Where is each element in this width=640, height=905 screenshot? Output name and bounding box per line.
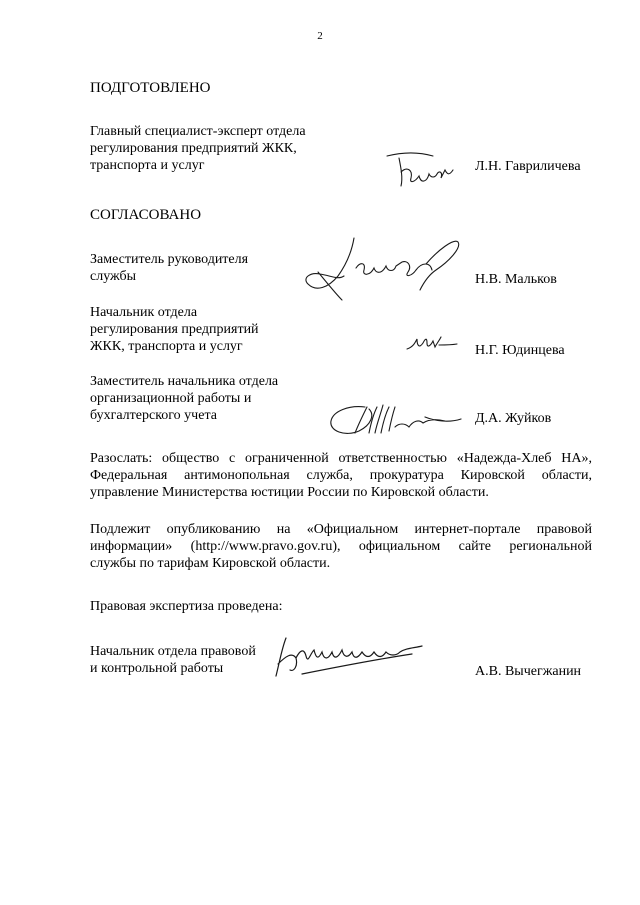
prepared-name: Л.Н. Гавриличева (475, 159, 581, 174)
signature-vychegzhanin (262, 630, 430, 684)
position-line: Заместитель начальника отдела (90, 374, 279, 389)
legal-review-position (90, 643, 256, 677)
publication-paragraph (90, 521, 592, 572)
position-line: Начальник отдела правовой (90, 644, 256, 659)
signatory-3-name: Д.А. Жуйков (475, 411, 552, 426)
signatory-1-position (90, 251, 248, 285)
position-line: и контрольной работы (90, 661, 224, 676)
signatory-1-name: Н.В. Мальков (475, 272, 557, 287)
distribution-line: управление Министерства юстиции России по Кировской области. (90, 485, 489, 500)
page-number: 2 (317, 30, 323, 42)
position-line: организационной работы и (90, 391, 252, 406)
signature-gavrilicheva (385, 148, 455, 190)
signatory-2-position (90, 304, 259, 355)
publication-line: информации» (http://www.pravo.gov.ru), официальном сайте региональной (90, 539, 592, 554)
legal-review-heading: Правовая экспертиза проведена: (90, 599, 283, 614)
signature-malkov (298, 232, 463, 304)
position-line: Заместитель руководителя (90, 252, 249, 267)
legal-review-name: А.В. Вычегжанин (475, 664, 582, 679)
position-line: бухгалтерского учета (90, 408, 217, 423)
publication-line: Подлежит опубликованию на «Официальном интернет-портале правовой (90, 522, 592, 537)
position-line: ЖКК, транспорта и услуг (90, 339, 243, 354)
position-line: Начальник отдела (90, 305, 198, 320)
publication-line: службы по тарифам Кировской области. (90, 556, 331, 571)
position-line: регулирования предприятий (90, 322, 259, 337)
signature-zhuykov (325, 397, 465, 439)
signatory-3-position (90, 373, 278, 424)
signature-yudintseva (405, 331, 460, 353)
distribution-line: Федеральная антимонопольная служба, прокуратура Кировской области, (90, 468, 592, 483)
agreed-heading: СОГЛАСОВАНО (90, 207, 202, 223)
prepared-position (90, 123, 306, 174)
prepared-heading: ПОДГОТОВЛЕНО (90, 80, 211, 96)
position-line: регулирования предприятий ЖКК, (90, 141, 297, 156)
position-line: службы (90, 269, 137, 284)
position-line: Главный специалист-эксперт отдела (90, 124, 306, 139)
distribution-paragraph (90, 450, 592, 501)
distribution-line: Разослать: общество с ограниченной ответственностью «Надежда-Хлеб НА», (90, 451, 592, 466)
position-line: транспорта и услуг (90, 158, 205, 173)
signatory-2-name: Н.Г. Юдинцева (475, 343, 565, 358)
